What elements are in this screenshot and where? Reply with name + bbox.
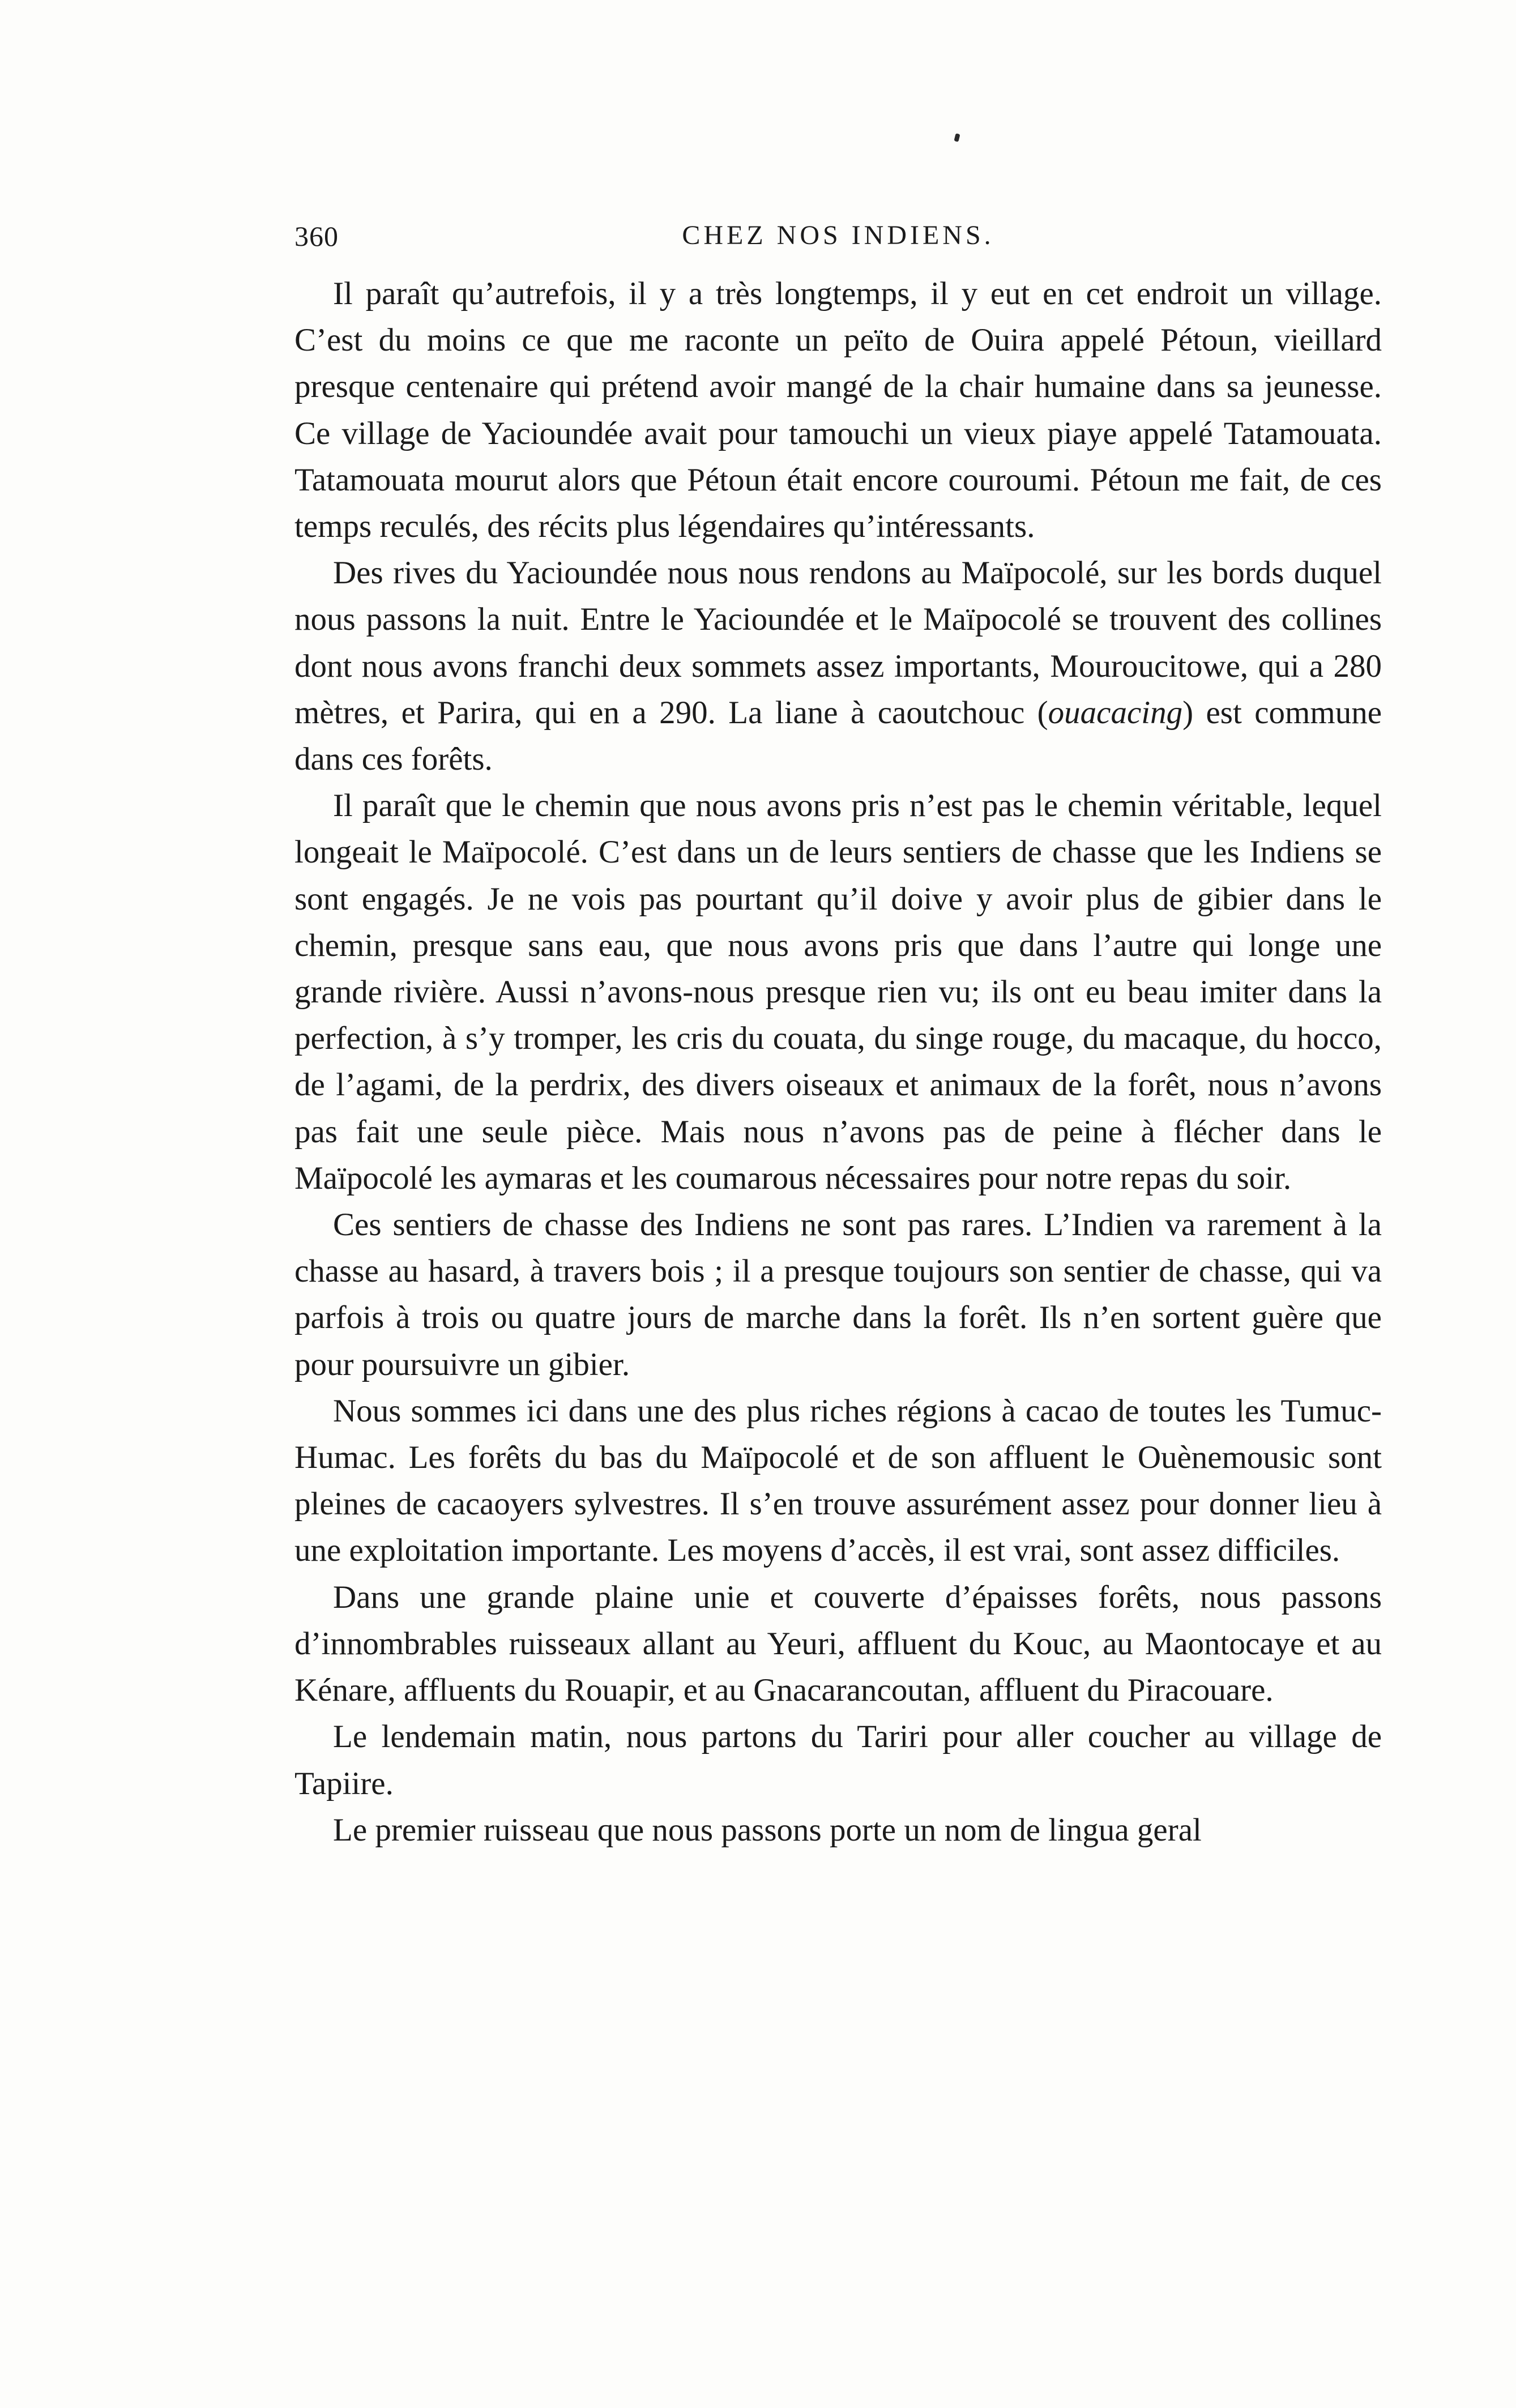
paragraph-7: Le lendemain matin, nous partons du Tariri pour aller coucher au village de Tapiire. bbox=[294, 1719, 1382, 1801]
paragraph-8: Le premier ruisseau que nous passons porte un nom de lingua geral bbox=[333, 1812, 1202, 1848]
paragraph-5: Nous sommes ici dans une des plus riches régions à cacao de toutes les Tumuc-Humac. Les forêts du bas du Maïpocolé et de son affluent le Ouènemousic sont pleines de cacaoyers sylvestres. Il s’en trouve assurément assez pour donner lieu à une exploitation importante. Les moyens d’accès, il est vrai, sont assez difficiles. bbox=[294, 1393, 1382, 1569]
paragraph-2-italic-term: ouacacing bbox=[1048, 694, 1183, 731]
paragraph-1: Il paraît qu’autrefois, il y a très longtemps, il y eut en cet endroit un village. C’est du moins ce que me raconte un peïto de Ouira appelé Pétoun, vieillard presque centenaire qui prétend avoir mangé de la chair humaine dans sa jeunesse. Ce village de Yacioundée avait pour tamouchi un vieux piaye appelé Tatamouata. Tatamouata mourut alors que Pétoun était encore couroumi. Pétoun me fait, de ces temps reculés, des récits plus légendaires qu’intéressants. bbox=[294, 276, 1382, 545]
page-header bbox=[294, 220, 1382, 254]
body-text bbox=[294, 271, 1382, 1854]
paragraph-4: Ces sentiers de chasse des Indiens ne sont pas rares. L’Indien va rarement à la chasse au hasard, à travers bois ; il a presque toujours son sentier de chasse, qui va parfois à trois ou quatre jours de marche dans la forêt. Ils n’en sortent guère que pour poursuivre un gibier. bbox=[294, 1207, 1382, 1382]
ink-speck bbox=[954, 133, 960, 142]
paragraph-2-text-after: ) est commune dans ces forêts. bbox=[294, 694, 1382, 778]
running-head: CHEZ NOS INDIENS. bbox=[682, 220, 994, 250]
paragraph-3: Il paraît que le chemin que nous avons pris n’est pas le chemin véritable, lequel longeait le Maïpocolé. C’est dans un de leurs sentiers de chasse que les Indiens se sont engagés. Je ne vois pas pourtant qu’il doive y avoir plus de gibier dans le chemin, presque sans eau, que nous avons pris que dans l’autre qui longe une grande rivière. Aussi n’avons-nous presque rien vu; ils ont eu beau imiter dans la perfection, à s’y tromper, les cris du couata, du singe rouge, du macaque, du hocco, de l’agami, de la perdrix, des divers oiseaux et animaux de la forêt, nous n’avons pas fait une seule pièce. Mais nous n’avons pas de peine à flécher dans le Maïpocolé les aymaras et les coumarous nécessaires pour notre repas du soir. bbox=[294, 788, 1382, 1196]
page-number: 360 bbox=[294, 220, 339, 252]
paragraph-2 bbox=[294, 550, 1382, 783]
paragraph-6: Dans une grande plaine unie et couverte d’épaisses forêts, nous passons d’innombrables ruisseaux allant au Yeuri, affluent du Kouc, au Maontocaye et au Kénare, affluents du Rouapir, et au Gnacarancoutan, affluent du Piracouare. bbox=[294, 1579, 1382, 1709]
paragraph-2-text-before: Des rives du Yacioundée nous nous rendons au Maïpocolé, sur les bords duquel nous passons la nuit. Entre le Yacioundée et le Maïpocolé se trouvent des collines dont nous avons franchi deux sommets assez importants, Mouroucitowe, qui a 280 mètres, et Parira, qui en a 290. La liane à caoutchouc ( bbox=[294, 555, 1382, 731]
